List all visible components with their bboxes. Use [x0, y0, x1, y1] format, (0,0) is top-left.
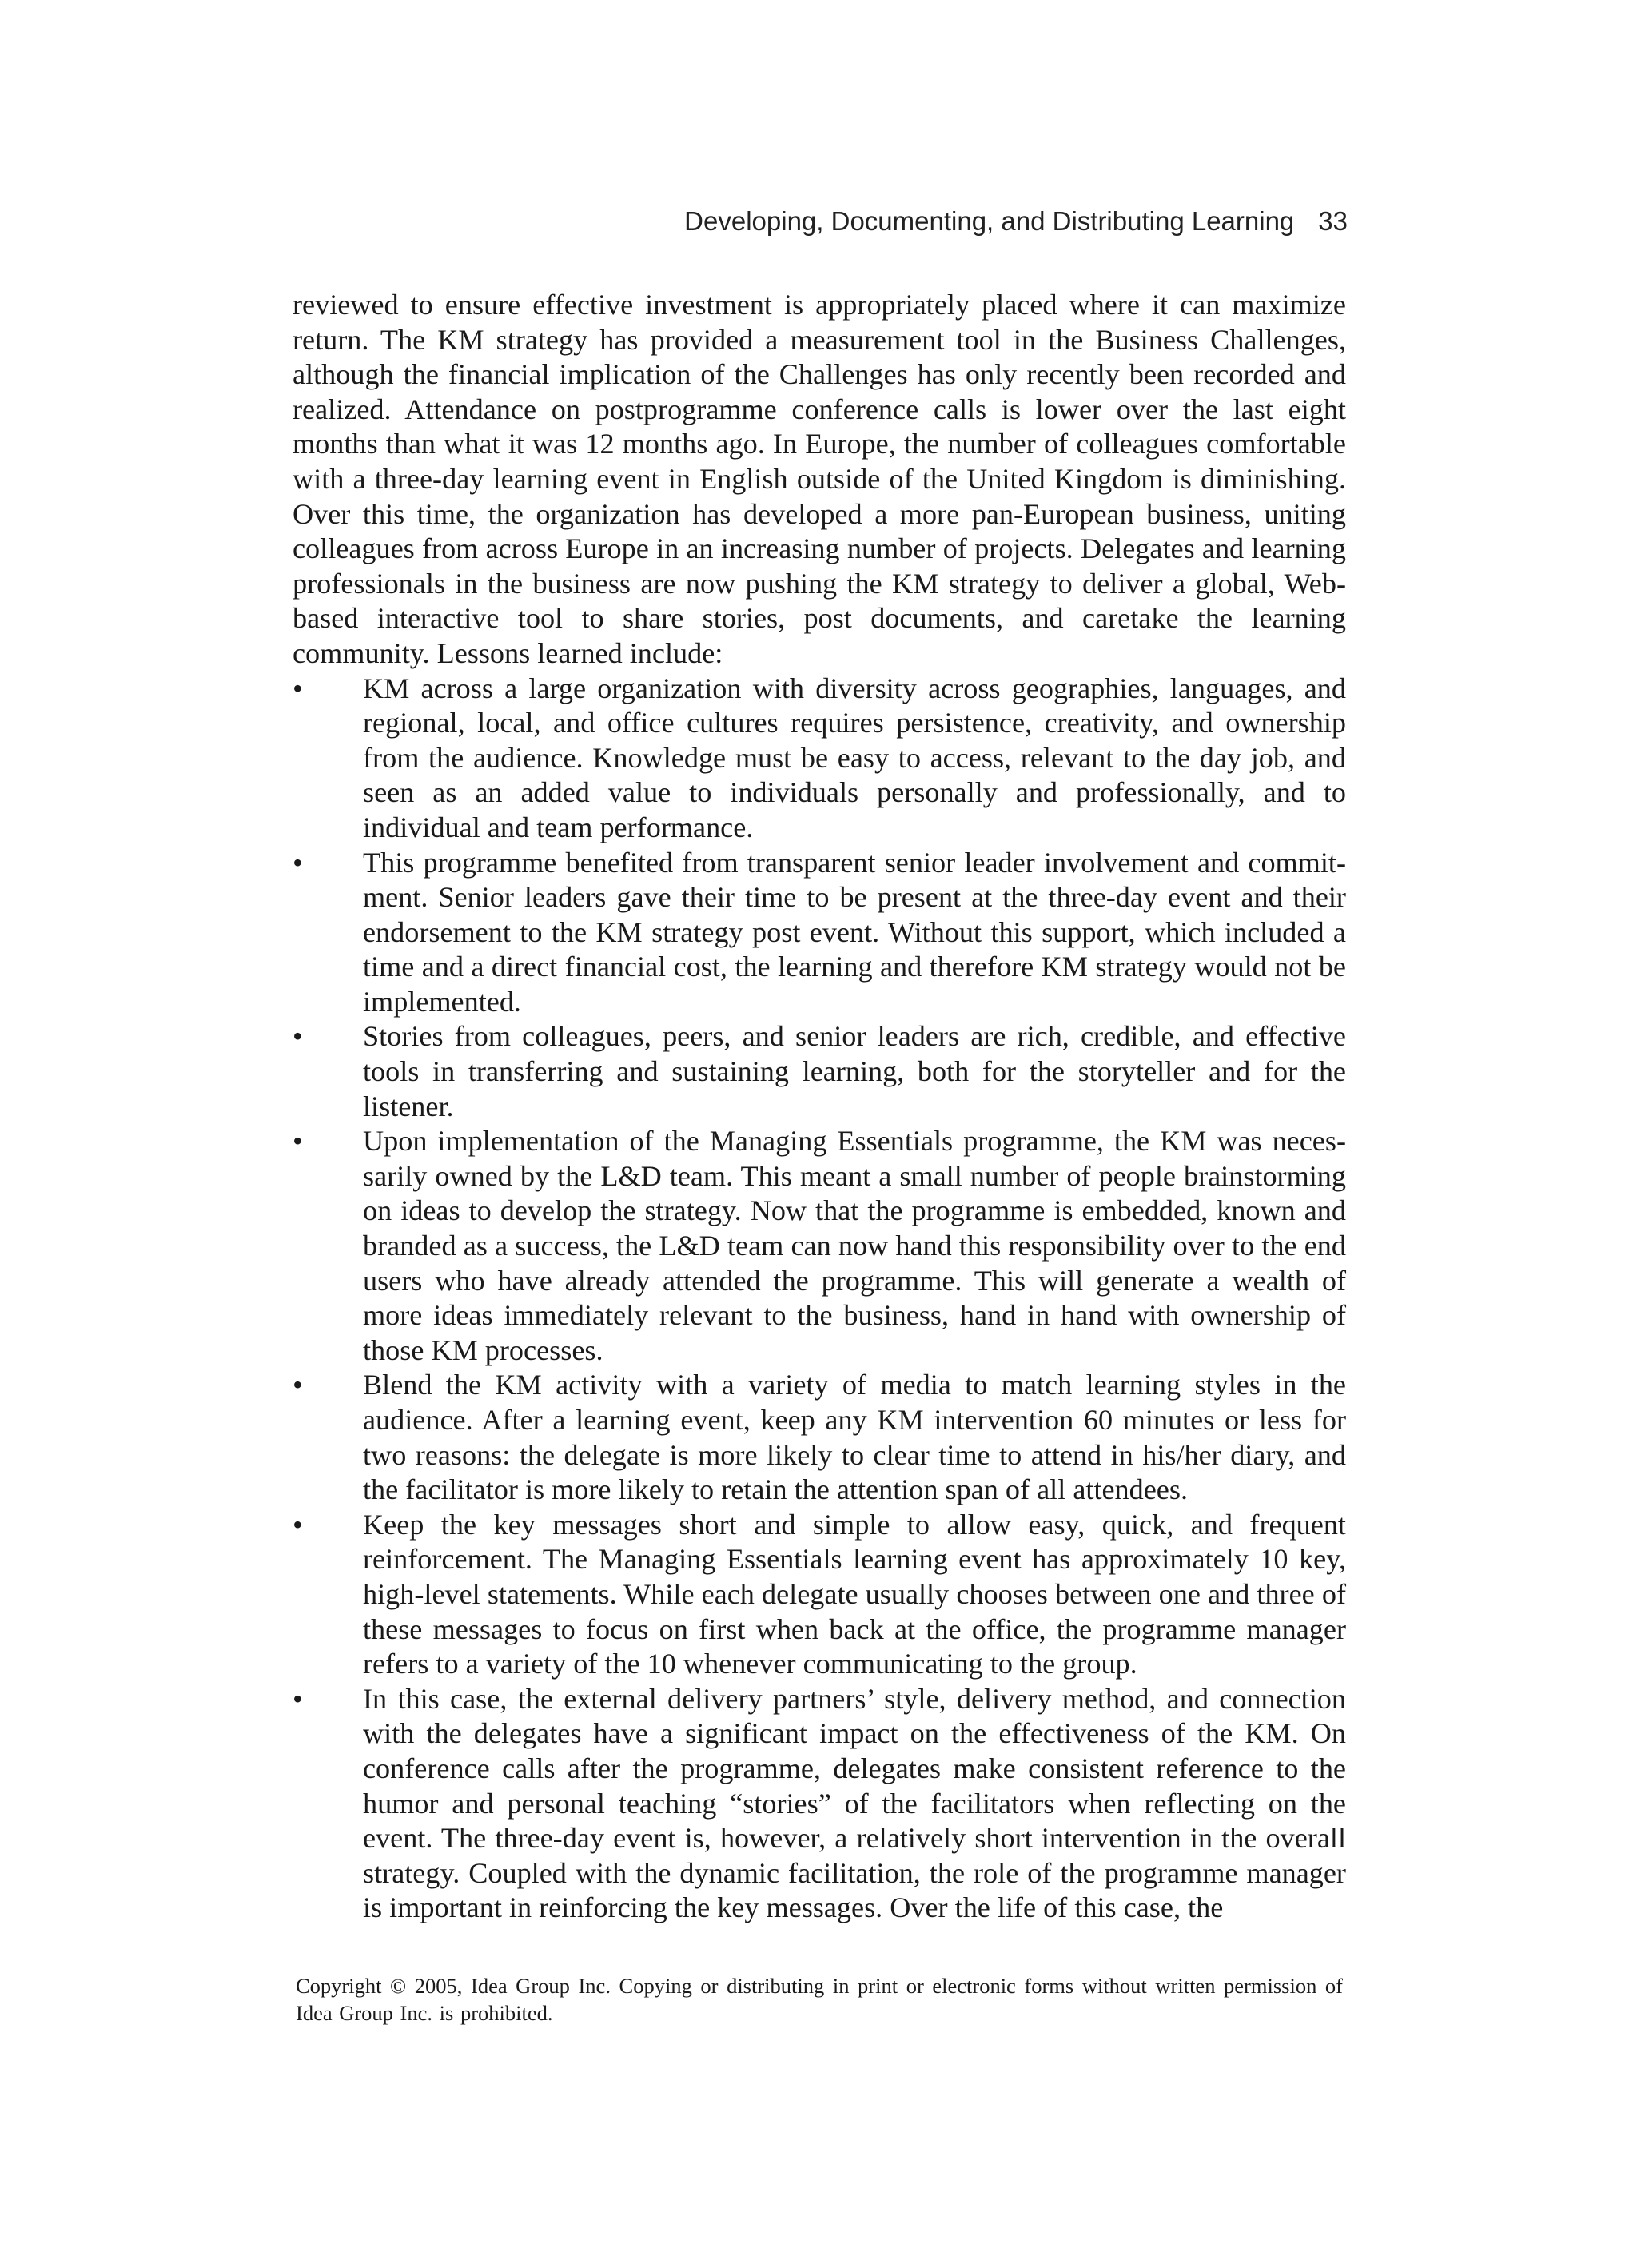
bullet-icon: • [293, 1020, 303, 1053]
body-text [293, 288, 1346, 1926]
list-item [293, 1508, 1346, 1682]
lessons-learned-list [293, 672, 1346, 1926]
list-item [293, 1124, 1346, 1368]
bullet-icon: • [293, 1125, 303, 1158]
list-item-text: KM across a large organization with diversity across geographies, languages, and regional, local, and office cultures requires persistence, creativity, and ownership from the audience. Knowledge must be easy to access, relevant to the day job, and seen as an added value to individuals personally and professionally, and to individual and team performance. [363, 672, 1346, 843]
list-item-text: Keep the key messages short and simple to allow easy, quick, and frequent reinforcement. The Managing Essentials learning event has approximately 10 key, high-level statements. While each delegate usually chooses between one and three of these messages to focus on first when back at the office, the programme manager refers to a variety of the 10 whenever communicating to the group. [363, 1508, 1346, 1680]
bullet-icon: • [293, 1369, 303, 1401]
list-item [293, 1368, 1346, 1507]
list-item [293, 1019, 1346, 1124]
list-item [293, 672, 1346, 846]
bullet-icon: • [293, 1682, 303, 1715]
list-item-text: Blend the KM activity with a variety of media to match learning styles in the audience. After a learning event, keep any KM intervention 60 minutes or less for two reasons: the delegate is more likely to clear time to attend in his/her diary, and the facilitator is more likely to retain the attention span of all attendees. [363, 1369, 1346, 1506]
bullet-icon: • [293, 846, 303, 879]
list-item-text: Upon implementation of the Managing Essentials programme, the KM was neces-sarily owned by the L&D team. This meant a small number of people brainstorming on ideas to develop the strategy. Now that the programme is embedded, known and branded as a success, the L&D team can now hand this responsibility over to the end users who have already attended the programme. This will generate a wealth of more ideas immediately relevant to the business, hand in hand with ownership of those KM processes. [363, 1125, 1346, 1366]
list-item-text: This programme benefited from transparent senior leader involvement and commit-ment. Senior leaders gave their time to be present at the three-day event and their endorsement to the KM strategy post event. Without this support, which included a time and a direct financial cost, the learning and therefore KM strategy would not be implemented. [363, 846, 1346, 1018]
running-header [684, 206, 1348, 237]
bullet-icon: • [293, 672, 303, 704]
bullet-icon: • [293, 1508, 303, 1541]
intro-paragraph: reviewed to ensure effective investment is appropriately placed where it can maximize return. The KM strategy has provided a measurement tool in the Business Challenges, although the financial implication of the Challenges has only recently been recorded and realized. Attendance on postprogramme conference calls is lower over the last eight months than what it was 12 months ago. In Europe, the number of colleagues comfortable with a three-day learning event in English outside of the United Kingdom is diminishing. Over this time, the organization has developed a more pan-European business, uniting colleagues from across Europe in an increasing number of projects. Delegates and learning professionals in the business are now pushing the KM strategy to deliver a global, Web-based interactive tool to share stories, post documents, and caretake the learning community. Lessons learned include: [293, 289, 1346, 669]
list-item-text: In this case, the external delivery partners’ style, delivery method, and connection with the delegates have a significant impact on the effectiveness of the KM. On conference calls after the programme, delegates make consistent reference to the humor and personal teaching “stories” of the facilitators when reflecting on the event. The three-day event is, however, a relatively short intervention in the overall strategy. Coupled with the dynamic facilitation, the role of the programme manager is important in reinforcing the key messages. Over the life of this case, the [363, 1682, 1346, 1924]
copyright-notice: Copyright © 2005, Idea Group Inc. Copying or distributing in print or electronic forms without written permission of Idea Group Inc. is prohibited. [296, 1974, 1343, 2025]
list-item-text: Stories from colleagues, peers, and senior leaders are rich, credible, and effective tools in transferring and sustaining learning, both for the storyteller and for the listener. [363, 1020, 1346, 1122]
page-number: 33 [1318, 206, 1348, 236]
list-item [293, 1682, 1346, 1926]
running-title: Developing, Documenting, and Distributing Learning [684, 206, 1295, 236]
list-item [293, 846, 1346, 1020]
